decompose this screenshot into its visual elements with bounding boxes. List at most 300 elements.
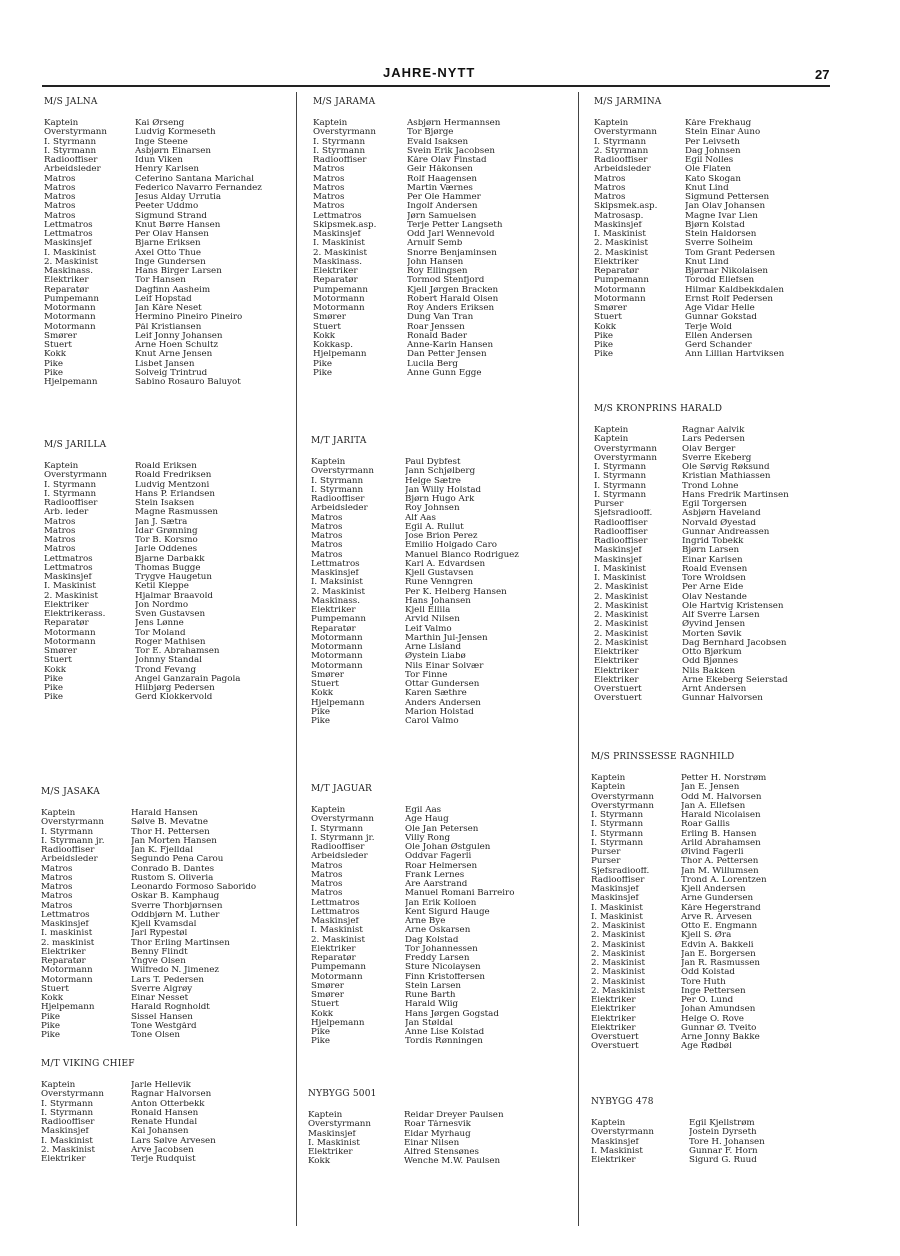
crew-row xyxy=(311,597,573,606)
crew-row xyxy=(591,1024,831,1033)
ship-crew-section xyxy=(311,436,573,726)
crew-row xyxy=(591,1042,831,1051)
crew-row xyxy=(44,369,290,378)
crew-role: Pike xyxy=(41,1012,61,1022)
crew-role: I. Styrmann xyxy=(313,146,366,156)
crew-role: I. Styrmann xyxy=(594,463,647,472)
crew-name: Paul Dybfest xyxy=(405,458,461,467)
crew-row xyxy=(591,885,831,894)
crew-role: Lettmatros xyxy=(44,563,93,573)
crew-role: Matros xyxy=(313,183,345,193)
crew-role: Stuert xyxy=(44,656,72,666)
crew-row xyxy=(313,286,575,295)
crew-row xyxy=(311,982,573,991)
crew-role: Matros xyxy=(44,517,76,527)
crew-row xyxy=(311,504,573,513)
crew-row xyxy=(594,313,834,322)
crew-row xyxy=(594,230,834,239)
crew-name: Ernst Rolf Pedersen xyxy=(685,294,773,304)
crew-name: Hilmar Kaldbekkdalen xyxy=(685,285,784,295)
crew-row xyxy=(594,138,834,147)
ship-title: M/S JASAKA xyxy=(41,787,100,797)
crew-role: Matros xyxy=(44,202,76,212)
crew-row xyxy=(44,147,290,156)
crew-role: Pike xyxy=(311,717,331,726)
crew-name: Jan Kåre Neset xyxy=(135,304,202,313)
ship-title: M/S JARILLA xyxy=(44,440,107,450)
crew-role: Matros xyxy=(313,193,345,202)
crew-row xyxy=(41,902,287,911)
crew-role: I. Maskinist xyxy=(591,903,643,913)
crew-name: Johan Amundsen xyxy=(681,1005,756,1015)
crew-role: Pike xyxy=(44,693,64,703)
crew-name: Sabino Rosauro Baluyot xyxy=(135,378,241,387)
crew-row xyxy=(313,360,575,369)
crew-role: Matros xyxy=(41,892,73,902)
crew-name: Carol Valmo xyxy=(405,717,459,726)
crew-name: Sigmund Pettersen xyxy=(685,193,770,202)
crew-row xyxy=(44,601,290,610)
crew-name: Kjell Ellila xyxy=(405,606,451,615)
crew-row xyxy=(313,239,575,248)
crew-role: Maskinsjef xyxy=(594,546,642,556)
crew-row xyxy=(44,610,290,619)
crew-row xyxy=(594,435,834,444)
crew-row xyxy=(44,230,290,239)
crew-name: Bjarne Darbakk xyxy=(135,554,205,564)
crew-name: Olav Berger xyxy=(682,444,736,454)
crew-row xyxy=(44,471,290,480)
crew-role: 2. Styrmann xyxy=(594,146,649,156)
crew-role: Kaptein xyxy=(44,119,79,128)
crew-role: Kokk xyxy=(44,665,67,675)
crew-name: Åge Vidar Helle xyxy=(685,304,755,313)
crew-name: Arne Ekeberg Seierstad xyxy=(682,675,788,685)
crew-name: Jesus Alday Urrutia xyxy=(135,193,222,202)
crew-name: Sølve B. Mevatne xyxy=(131,818,209,828)
crew-role: Purser xyxy=(594,500,624,509)
crew-row xyxy=(44,295,290,304)
crew-role: I. Maskinist xyxy=(594,564,646,574)
crew-role: Overstyrmann xyxy=(591,792,654,802)
crew-row xyxy=(41,948,287,957)
crew-role: Smører xyxy=(311,981,344,991)
crew-row xyxy=(44,165,290,174)
crew-row xyxy=(313,295,575,304)
crew-row xyxy=(594,657,834,666)
crew-name: Kjell Jørgen Bracken xyxy=(407,285,499,295)
crew-row xyxy=(44,545,290,554)
crew-name: Hjalmar Braavold xyxy=(135,591,213,601)
crew-role: Elektriker xyxy=(311,944,356,954)
crew-name: Sverre Ekeberg xyxy=(682,453,752,463)
crew-row xyxy=(311,708,573,717)
crew-role: Hjelpemann xyxy=(44,378,98,387)
crew-name: Stein Larsen xyxy=(405,981,462,991)
crew-name: Jan Willy Holstad xyxy=(405,485,482,495)
crew-row xyxy=(44,286,290,295)
crew-row xyxy=(311,615,573,624)
crew-name: Anne Lise Kolstad xyxy=(405,1028,485,1037)
crew-name: Tore Wroldsen xyxy=(682,574,746,583)
crew-row xyxy=(313,212,575,221)
crew-name: Trond A. Lorentzen xyxy=(681,875,767,885)
crew-row xyxy=(313,193,575,202)
crew-role: Matrosasp. xyxy=(594,211,644,221)
crew-name: Einar Nesset xyxy=(131,994,189,1003)
header-rule xyxy=(42,85,830,87)
crew-row xyxy=(591,820,831,829)
crew-role: Matros xyxy=(313,165,345,175)
crew-name: Kjell Andersen xyxy=(681,885,746,894)
crew-name: Segundo Pena Carou xyxy=(131,855,224,865)
crew-row xyxy=(311,652,573,661)
crew-role: Motormann xyxy=(311,633,363,643)
crew-role: Overstyrmann xyxy=(311,815,374,825)
crew-role: Hjelpemann xyxy=(311,1018,365,1028)
crew-role: I. Styrmann xyxy=(311,485,364,495)
crew-role: I. Styrmann xyxy=(44,489,97,499)
crew-role: Reparatør xyxy=(44,285,89,295)
crew-name: Ole Hartvig Kristensen xyxy=(682,601,784,611)
crew-name: Alf Aas xyxy=(405,513,436,523)
crew-row xyxy=(41,1127,287,1136)
crew-role: Reparatør xyxy=(311,954,356,963)
crew-role: Motormann xyxy=(41,966,93,976)
crew-role: Smører xyxy=(311,991,344,1000)
crew-row xyxy=(311,963,573,972)
crew-name: Edvin A. Bakkeli xyxy=(681,940,754,950)
crew-name: Sture Nicolaysen xyxy=(405,963,481,973)
crew-name: Jan E. Borgersen xyxy=(681,949,756,959)
crew-row xyxy=(41,1013,287,1022)
crew-role: I. Maskinist xyxy=(44,248,96,258)
crew-row xyxy=(44,647,290,656)
crew-row xyxy=(311,871,573,880)
crew-role: Matros xyxy=(44,183,76,193)
crew-row xyxy=(41,1003,287,1012)
crew-name: Terje Rudquist xyxy=(131,1155,196,1164)
crew-name: Jan J. Sætra xyxy=(135,517,188,527)
ship-crew-section xyxy=(44,97,290,387)
crew-row xyxy=(594,202,834,211)
crew-row xyxy=(311,862,573,871)
crew-name: Ceferino Santana Marichal xyxy=(135,174,255,184)
crew-role: Motormann xyxy=(44,628,96,638)
crew-role: Overstuert xyxy=(591,1042,639,1052)
crew-role: I. Styrmann xyxy=(41,827,94,837)
crew-row xyxy=(594,583,834,592)
crew-row xyxy=(44,675,290,684)
crew-role: Kokkasp. xyxy=(313,341,353,350)
crew-row xyxy=(41,1081,287,1090)
crew-name: Asbjørn Einarsen xyxy=(135,146,211,156)
crew-row xyxy=(594,445,834,454)
crew-name: Per O. Lund xyxy=(681,996,734,1005)
crew-row xyxy=(41,1146,287,1155)
crew-name: Trond Lohne xyxy=(682,481,739,491)
crew-name: Jan R. Rasmussen xyxy=(681,959,760,968)
crew-role: Skipsmek.asp. xyxy=(594,202,658,212)
crew-role: Overstyrmann xyxy=(311,467,374,477)
crew-row xyxy=(311,1010,573,1019)
crew-role: 2. Maskinist xyxy=(591,931,645,941)
crew-name: Ottar Gundersen xyxy=(405,680,480,689)
crew-row xyxy=(311,991,573,1000)
crew-name: Helge Sætre xyxy=(405,476,461,486)
crew-role: Kaptein xyxy=(41,1081,76,1090)
crew-row xyxy=(591,968,831,977)
crew-row xyxy=(44,555,290,564)
crew-row xyxy=(591,931,831,940)
column-divider xyxy=(296,92,297,1226)
crew-row xyxy=(41,920,287,929)
crew-role: Matros xyxy=(313,202,345,212)
crew-role: 2. Maskinist xyxy=(591,949,645,959)
crew-name: Norvald Øyestad xyxy=(682,518,757,528)
crew-row xyxy=(44,684,290,693)
crew-role: Elektriker xyxy=(594,648,639,657)
crew-name: Reidar Dreyer Paulsen xyxy=(404,1111,504,1120)
crew-row xyxy=(594,491,834,500)
crew-row xyxy=(44,499,290,508)
crew-row xyxy=(594,546,834,555)
crew-name: Arne Lisland xyxy=(405,643,462,652)
crew-name: Kåre Hegerstrand xyxy=(681,903,761,913)
crew-role: I. Styrmann xyxy=(41,1108,94,1118)
crew-row xyxy=(311,560,573,569)
crew-row xyxy=(594,295,834,304)
crew-role: Kaptein xyxy=(594,426,629,435)
crew-name: Dag Bernhard Jacobsen xyxy=(682,638,787,648)
crew-role: Arbeidsleder xyxy=(44,165,101,175)
crew-name: Jens Lønne xyxy=(135,619,184,629)
crew-name: Arne Oskarsen xyxy=(405,926,471,936)
crew-row xyxy=(594,574,834,583)
crew-row xyxy=(311,843,573,852)
crew-role: Lettmatros xyxy=(41,910,90,920)
crew-name: Hilbjørg Pedersen xyxy=(135,684,215,693)
crew-name: Tormod Stenfjord xyxy=(407,276,485,286)
crew-name: Tom Grant Pedersen xyxy=(685,248,776,258)
crew-role: Motormann xyxy=(594,285,646,295)
crew-name: Øystein Liabø xyxy=(405,652,466,662)
crew-row xyxy=(311,880,573,889)
crew-name: Leif Hopstad xyxy=(135,294,192,304)
crew-row xyxy=(44,212,290,221)
crew-role: 2. Maskinist xyxy=(594,248,648,258)
crew-name: Roald Eriksen xyxy=(135,462,197,471)
crew-name: Asbjørn Haveland xyxy=(682,509,761,519)
crew-role: 2. Maskinist xyxy=(594,583,648,593)
crew-role: Radiooffiser xyxy=(44,156,98,165)
crew-name: Hans Jørgen Gogstad xyxy=(405,1009,499,1019)
crew-name: Per Olav Hansen xyxy=(135,230,209,239)
crew-role: Pike xyxy=(41,1021,61,1031)
crew-role: I. Styrmann jr. xyxy=(41,836,105,846)
crew-name: Hans Birger Larsen xyxy=(135,267,222,276)
crew-name: Harald Wiig xyxy=(405,1000,459,1010)
ship-crew-section xyxy=(44,440,290,703)
crew-row xyxy=(594,341,834,350)
crew-role: I. Styrmann xyxy=(594,137,647,147)
crew-role: I. Styrmann xyxy=(594,472,647,482)
crew-row xyxy=(311,477,573,486)
crew-name: Jan Olav Johansen xyxy=(685,202,766,212)
crew-role: Smører xyxy=(311,670,344,680)
crew-name: Odd Bjønnes xyxy=(682,657,739,667)
crew-role: Arbeidsleder xyxy=(311,852,368,862)
crew-name: Ludvig Kormeseth xyxy=(135,128,216,138)
crew-role: Radiooffiser xyxy=(313,156,367,165)
crew-role: Overstuert xyxy=(591,1033,639,1042)
crew-row xyxy=(594,193,834,202)
crew-role: Matros xyxy=(311,532,343,541)
crew-row xyxy=(313,184,575,193)
crew-role: Kaptein xyxy=(41,809,76,818)
crew-name: Thomas Bugge xyxy=(135,563,201,573)
crew-role: Arbeidsleder xyxy=(594,165,651,175)
crew-role: Matros xyxy=(41,873,73,883)
crew-row xyxy=(311,634,573,643)
crew-name: Dag Johnsen xyxy=(685,146,741,156)
crew-row xyxy=(44,304,290,313)
crew-role: Elektriker xyxy=(594,657,639,667)
crew-row xyxy=(311,551,573,560)
crew-row xyxy=(41,892,287,901)
crew-name: Sverre Algrøy xyxy=(131,984,193,994)
crew-row xyxy=(41,929,287,938)
crew-role: I. Styrmann xyxy=(594,490,647,500)
crew-role: Pike xyxy=(594,341,614,350)
crew-name: Are Aarstrand xyxy=(405,880,468,889)
crew-name: Henry Karlsen xyxy=(135,165,199,175)
crew-role: Matros xyxy=(311,513,343,523)
crew-name: Dung Van Tran xyxy=(407,313,474,323)
crew-name: Kjell Kvamsdal xyxy=(131,920,197,929)
crew-name: Federico Navarro Fernandez xyxy=(135,183,262,193)
crew-role: Lettmatros xyxy=(44,554,93,564)
crew-role: Kokk xyxy=(308,1157,331,1167)
crew-row xyxy=(41,855,287,864)
crew-row xyxy=(594,509,834,518)
crew-name: Oddvar Fagerli xyxy=(405,852,472,862)
crew-name: Oskar B. Kamphaug xyxy=(131,892,220,902)
crew-row xyxy=(594,175,834,184)
crew-row xyxy=(311,1000,573,1009)
crew-name: Benny Flindt xyxy=(131,947,188,957)
crew-row xyxy=(41,1109,287,1118)
crew-role: Stuert xyxy=(311,1000,339,1010)
ship-title: NYBYGG 478 xyxy=(591,1097,654,1107)
crew-role: Radiooffiser xyxy=(41,846,95,855)
crew-name: Petter H. Norstrøm xyxy=(681,774,767,783)
crew-role: Kokk xyxy=(311,689,334,699)
crew-name: Stein Haldorsen xyxy=(685,230,757,239)
crew-row xyxy=(41,939,287,948)
crew-role: Sjefsradiooff. xyxy=(591,866,650,876)
crew-role: 2. Maskinist xyxy=(594,239,648,249)
crew-role: Elektriker xyxy=(41,947,86,957)
crew-role: Matros xyxy=(311,889,343,899)
crew-role: Pike xyxy=(44,684,64,693)
crew-row xyxy=(594,593,834,602)
crew-role: Maskinsjef xyxy=(311,917,359,926)
crew-row xyxy=(313,258,575,267)
crew-row xyxy=(311,699,573,708)
crew-row xyxy=(591,1147,831,1156)
crew-row xyxy=(44,656,290,665)
crew-row xyxy=(41,883,287,892)
crew-role: Sjefsradiooff. xyxy=(594,509,653,519)
crew-name: Ole Flaten xyxy=(685,165,732,175)
crew-row xyxy=(44,138,290,147)
crew-name: Jose Brion Perez xyxy=(405,532,478,541)
crew-role: Radiooffiser xyxy=(44,499,98,508)
crew-role: Matros xyxy=(44,211,76,221)
crew-name: Lars Pedersen xyxy=(682,435,745,445)
crew-name: Evald Isaksen xyxy=(407,137,469,147)
crew-row xyxy=(594,323,834,332)
crew-row xyxy=(594,221,834,230)
crew-row xyxy=(311,689,573,698)
crew-role: Maskinsjef xyxy=(44,239,92,249)
crew-row xyxy=(311,717,573,726)
crew-name: Egil A. Rullut xyxy=(405,522,464,532)
crew-name: Terje Petter Langseth xyxy=(407,220,503,230)
crew-name: Jan M. Willumsen xyxy=(681,866,759,876)
crew-role: Overstuert xyxy=(594,694,642,704)
crew-role: Elektriker xyxy=(591,1156,636,1165)
crew-name: Ragnar Aalvik xyxy=(682,426,745,435)
crew-row xyxy=(313,350,575,359)
crew-row xyxy=(44,184,290,193)
crew-name: Yngve Olsen xyxy=(131,957,186,966)
crew-role: Elektriker xyxy=(41,1155,86,1164)
crew-name: Johnny Standal xyxy=(135,656,202,666)
crew-row xyxy=(591,876,831,885)
crew-role: Kokk xyxy=(44,350,67,360)
crew-role: Radiooffiser xyxy=(41,1118,95,1127)
crew-name: Arne Bye xyxy=(405,917,446,926)
crew-row xyxy=(44,267,290,276)
crew-row xyxy=(313,119,575,128)
crew-row xyxy=(311,936,573,945)
crew-name: Odd Kolstad xyxy=(681,968,735,978)
crew-name: Harald Rognholdt xyxy=(131,1003,210,1013)
crew-role: 2. Maskinist xyxy=(594,629,648,639)
crew-role: Pumpemann xyxy=(311,615,366,625)
crew-role: Maskinsjef xyxy=(41,920,89,929)
crew-name: Emilio Holgado Caro xyxy=(405,541,497,551)
crew-name: Oddbjørn M. Luther xyxy=(131,910,220,920)
crew-role: Pumpemann xyxy=(313,285,368,295)
crew-role: Elektriker xyxy=(594,257,639,267)
crew-role: Overstuert xyxy=(594,685,642,694)
crew-name: Arve R. Arvesen xyxy=(681,912,752,922)
crew-role: Matros xyxy=(44,545,76,555)
crew-role: Maskinsjef xyxy=(594,555,642,565)
crew-row xyxy=(311,532,573,541)
crew-row xyxy=(594,519,834,528)
crew-name: Solveig Trintrud xyxy=(135,368,208,378)
crew-row xyxy=(44,573,290,582)
crew-row xyxy=(594,630,834,639)
crew-role: Radiooffiser xyxy=(594,518,648,528)
crew-row xyxy=(311,671,573,680)
crew-name: Åge Haug xyxy=(405,815,449,825)
crew-name: Anne-Karin Hansen xyxy=(407,341,494,350)
